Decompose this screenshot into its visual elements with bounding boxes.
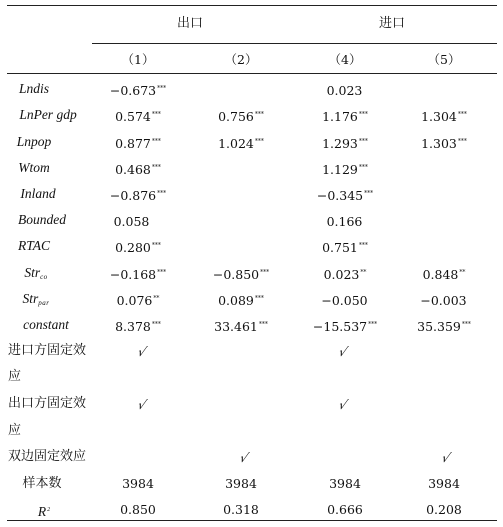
row-label: Wtom (18, 160, 50, 175)
coef-cell: 0.848** (422, 267, 466, 282)
row-label: 双边固定效应 (8, 449, 87, 464)
r2-cell: 0.208 (426, 502, 462, 517)
coef-cell: 1.304*** (421, 109, 467, 124)
row-label: Str$_{par}$ (22, 291, 50, 307)
coef-cell: 0.280*** (115, 240, 161, 255)
coef-cell: −15.537*** (312, 319, 378, 334)
row-label: constant (23, 317, 69, 332)
coef-cell: −0.003 (420, 293, 467, 308)
row-label: Str$_{co}$ (24, 265, 48, 281)
coef-cell: −0.168*** (109, 267, 167, 282)
coef-cell: 1.176*** (322, 109, 368, 124)
header-bottom-rule (7, 73, 497, 74)
row-label-wrap: 应 (8, 423, 22, 438)
check-mark: √ (439, 451, 453, 465)
coef-cell: 1.303*** (421, 136, 467, 151)
coef-cell: 8.378*** (115, 319, 161, 334)
r2-cell: 0.666 (327, 502, 363, 517)
column-header-4: （4） (328, 52, 362, 67)
coef-cell: −0.876*** (109, 188, 167, 203)
row-label-wrap: 应 (8, 369, 22, 384)
r2-cell: 0.318 (223, 502, 259, 517)
sample-cell: 3984 (329, 476, 361, 491)
row-label: Inland (20, 186, 56, 201)
sample-cell: 3984 (225, 476, 257, 491)
coef-cell: −0.050 (321, 293, 368, 308)
row-label: Bounded (18, 212, 66, 227)
sample-cell: 3984 (428, 476, 460, 491)
sample-cell: 3984 (122, 476, 154, 491)
column-header-5: （5） (427, 52, 461, 67)
r2-cell: 0.850 (120, 502, 156, 517)
check-mark: √ (135, 398, 149, 412)
coef-cell: 0.023** (323, 267, 367, 282)
column-header-2: （2） (224, 52, 258, 67)
row-label: RTAC (17, 238, 51, 253)
row-label: LnPer gdp (19, 107, 77, 122)
row-label: 进口方固定效 (8, 343, 87, 358)
coef-cell: 33.461*** (214, 319, 268, 334)
coef-cell: 1.293*** (322, 136, 368, 151)
row-label: 样本数 (22, 476, 62, 491)
group-header-export: 出口 (176, 16, 204, 31)
coef-cell: 0.089*** (218, 293, 264, 308)
coef-cell: 0.877*** (115, 136, 161, 151)
coef-cell: 0.166 (326, 214, 363, 229)
group-header-import: 进口 (378, 16, 406, 31)
coef-cell: 0.756*** (218, 109, 264, 124)
check-mark: √ (336, 345, 350, 359)
row-label: Lnpop (16, 134, 52, 149)
coef-cell: 0.468*** (115, 162, 161, 177)
coef-cell: −0.850*** (212, 267, 270, 282)
check-mark: √ (336, 398, 350, 412)
coef-cell: 0.023 (326, 83, 363, 98)
column-header-1: （1） (121, 52, 155, 67)
row-label: 出口方固定效 (8, 396, 87, 411)
row-label: Lndis (18, 81, 50, 96)
row-label: $R^2$ (37, 504, 51, 519)
top-rule (7, 5, 497, 6)
coef-cell: 1.024*** (218, 136, 264, 151)
group-rule (92, 43, 497, 44)
check-mark: √ (237, 451, 251, 465)
coef-cell: 0.574*** (115, 109, 161, 124)
coef-cell: 35.359*** (417, 319, 471, 334)
check-mark: √ (135, 345, 149, 359)
coef-cell: −0.345*** (316, 188, 374, 203)
coef-cell: 0.058 (113, 214, 150, 229)
coef-cell: 0.751*** (322, 240, 368, 255)
coef-cell: 0.076** (116, 293, 160, 308)
bottom-rule (7, 520, 497, 521)
coef-cell: 1.129*** (322, 162, 368, 177)
coef-cell: −0.673*** (109, 83, 167, 98)
